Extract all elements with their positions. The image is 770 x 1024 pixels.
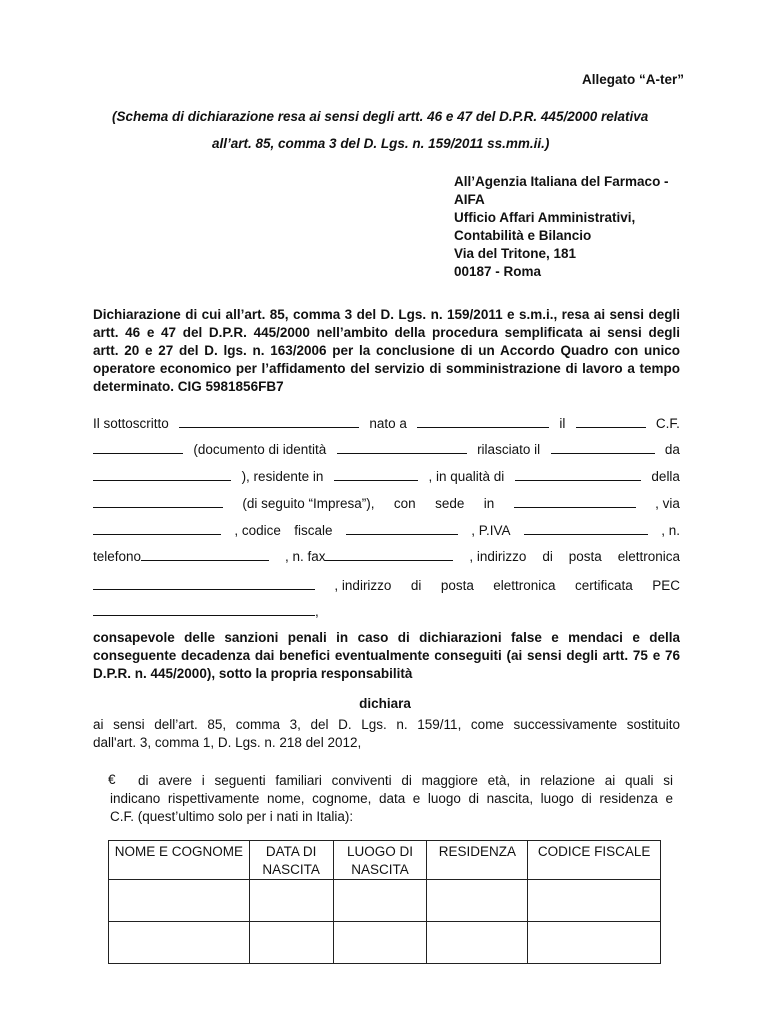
posta2-label: posta <box>440 578 474 593</box>
indirizzo2-label: , indirizzo <box>334 578 392 593</box>
indirizzo-label: , indirizzo <box>469 549 527 564</box>
di2-label: di <box>410 578 422 593</box>
issuer-field[interactable] <box>93 468 231 481</box>
header-data-nascita <box>249 841 333 880</box>
subject-line: determinato. CIG 5981856FB7 <box>93 379 284 394</box>
bullet-line: C.F. (quest’ultimo solo per i nati in Italia): <box>110 809 354 824</box>
consapevole-line: conseguente decadenza dai benefici eventualmente conseguiti (ai sensi degli artt. 75 e 76 <box>93 648 680 663</box>
header-label: RESIDENZA <box>438 844 516 859</box>
name-field[interactable] <box>179 415 359 428</box>
table-cell[interactable] <box>249 880 333 922</box>
ai-sensi-paragraph <box>93 716 680 752</box>
di-seguito-label: (di seguito “Impresa”), <box>242 496 375 511</box>
table-cell[interactable] <box>109 880 250 922</box>
checkbox-icon[interactable]: € <box>108 772 116 787</box>
certificata-label: certificata <box>574 578 633 593</box>
company-cf-field[interactable] <box>346 522 458 535</box>
bullet-line: indicano rispettivamente nome, cognome, data e luogo di nascita, luogo di residenza e <box>110 791 673 806</box>
header-label: NASCITA <box>262 862 320 877</box>
subject-line: artt. 46 e 47 del D.P.R. 445/2000 nell’ambito della procedura semplificata ai sensi degli <box>93 325 680 340</box>
da-label: da <box>664 442 680 457</box>
table-row <box>109 880 661 922</box>
family-members-table <box>108 840 661 964</box>
qualita-label: , in qualità di <box>428 469 505 484</box>
in-label: in <box>483 496 495 511</box>
header-label: LUOGO DI <box>346 844 413 859</box>
street-field[interactable] <box>93 522 221 535</box>
header-label: CODICE FISCALE <box>537 844 651 859</box>
header-label: NOME E COGNOME <box>114 844 243 859</box>
form-line-8 <box>93 603 680 619</box>
documento-label: (documento di identità <box>193 442 327 457</box>
subject-line: artt. 20 e 27 del D. lgs. n. 163/2006 per la conclusione di un Accordo Quadro con unico <box>93 343 680 358</box>
dichiara-heading: dichiara <box>359 696 411 711</box>
birthplace-field[interactable] <box>417 415 549 428</box>
subject-paragraph <box>93 306 680 396</box>
recipient-line: Ufficio Affari Amministrativi, <box>454 210 636 225</box>
form-line-2 <box>93 441 680 457</box>
allegato-label: Allegato “A-ter” <box>581 72 684 87</box>
cf-label: C.F. <box>655 416 680 431</box>
nato-a-label: nato a <box>369 416 407 431</box>
form-line-6 <box>93 548 680 564</box>
form-line-1 <box>93 415 680 431</box>
rilasciato-label: rilasciato il <box>477 442 541 457</box>
subject-line: operatore economico per l’affidamento del servizio di somministrazione di lavoro a tempo <box>93 361 680 376</box>
form-line-5 <box>93 522 680 538</box>
phone-field[interactable] <box>141 548 269 561</box>
residente-label: ), residente in <box>241 469 324 484</box>
consapevole-paragraph <box>93 629 680 683</box>
recipient-line: 00187 - Roma <box>454 264 542 279</box>
table-cell[interactable] <box>109 922 250 964</box>
elettronica2-label: elettronica <box>493 578 556 593</box>
sottoscritto-label: Il sottoscritto <box>93 416 169 431</box>
recipient-line: Via del Tritone, 181 <box>454 246 577 261</box>
fiscale-label: fiscale <box>294 523 333 538</box>
telefono-label: telefono <box>93 549 142 564</box>
table-cell[interactable] <box>427 922 528 964</box>
table-cell[interactable] <box>333 880 427 922</box>
di-label: di <box>542 549 553 564</box>
table-cell[interactable] <box>528 922 661 964</box>
header-nome-cognome <box>109 841 250 880</box>
recipient-line: All’Agenzia Italiana del Farmaco - <box>454 174 669 189</box>
piva-label: , P.IVA <box>471 523 511 538</box>
schema-subtitle-line-1: (Schema di dichiarazione resa ai sensi degli artt. 46 e 47 del D.P.R. 445/2000 relativa <box>112 109 649 124</box>
con-label: con <box>393 496 416 511</box>
comma-end: , <box>315 604 319 619</box>
email-field[interactable] <box>93 577 315 590</box>
table-cell[interactable] <box>427 880 528 922</box>
company-field[interactable] <box>93 495 223 508</box>
fax-field[interactable] <box>325 548 453 561</box>
pec-field[interactable] <box>93 603 315 616</box>
via-label: , via <box>655 496 680 511</box>
della-label: della <box>651 469 680 484</box>
posta-label: posta <box>568 549 602 564</box>
header-residenza <box>427 841 528 880</box>
role-field[interactable] <box>515 468 641 481</box>
recipient-line: AIFA <box>454 192 485 207</box>
table-cell[interactable] <box>249 922 333 964</box>
subject-line: Dichiarazione di cui all’art. 85, comma 3 del D. Lgs. n. 159/2011 e s.m.i., resa ai sensi degli <box>93 307 680 322</box>
pec-label: PEC <box>652 578 680 593</box>
n-label: , n. <box>661 523 680 538</box>
residence-field[interactable] <box>334 468 418 481</box>
birthdate-field[interactable] <box>576 415 646 428</box>
bullet-line: di avere i seguenti familiari conviventi di maggiore età, in relazione ai quali si <box>138 773 673 788</box>
fax-label: , n. fax <box>284 549 326 564</box>
table-header-row <box>109 841 661 880</box>
consapevole-line: consapevole delle sanzioni penali in caso di dichiarazioni false e mendaci e della <box>93 630 680 645</box>
table-cell[interactable] <box>528 880 661 922</box>
document-field[interactable] <box>337 441 467 454</box>
header-luogo-nascita <box>333 841 427 880</box>
fax-group <box>285 548 454 564</box>
bullet-paragraph <box>110 772 673 826</box>
consapevole-line: D.P.R. n. 445/2000), sotto la propria responsabilità <box>93 666 413 681</box>
seat-field[interactable] <box>514 495 636 508</box>
telefono-group <box>93 548 269 564</box>
elettronica-label: elettronica <box>617 549 680 564</box>
form-line-3 <box>93 468 680 484</box>
codice-fiscale-field[interactable] <box>93 441 183 454</box>
header-label: DATA DI <box>265 844 317 859</box>
vat-field[interactable] <box>524 522 648 535</box>
recipient-line: Contabilità e Bilancio <box>454 228 592 243</box>
il-label: il <box>559 416 566 431</box>
schema-subtitle-line-2: all’art. 85, comma 3 del D. Lgs. n. 159/2011 ss.mm.ii.) <box>212 136 550 151</box>
ai-sensi-line: dall'art. 3, comma 1, D. Lgs. n. 218 del 2012, <box>93 735 362 750</box>
form-line-7 <box>93 577 680 593</box>
header-label: NASCITA <box>351 862 409 877</box>
table-cell[interactable] <box>333 922 427 964</box>
table-row <box>109 922 661 964</box>
form-line-4 <box>93 495 680 511</box>
sede-label: sede <box>435 496 465 511</box>
header-codice-fiscale <box>528 841 661 880</box>
issue-date-field[interactable] <box>551 441 655 454</box>
codice-label: , codice <box>234 523 281 538</box>
ai-sensi-line: ai sensi dell’art. 85, comma 3, del D. Lgs. n. 159/11, come successivamente sostituito <box>93 717 680 732</box>
